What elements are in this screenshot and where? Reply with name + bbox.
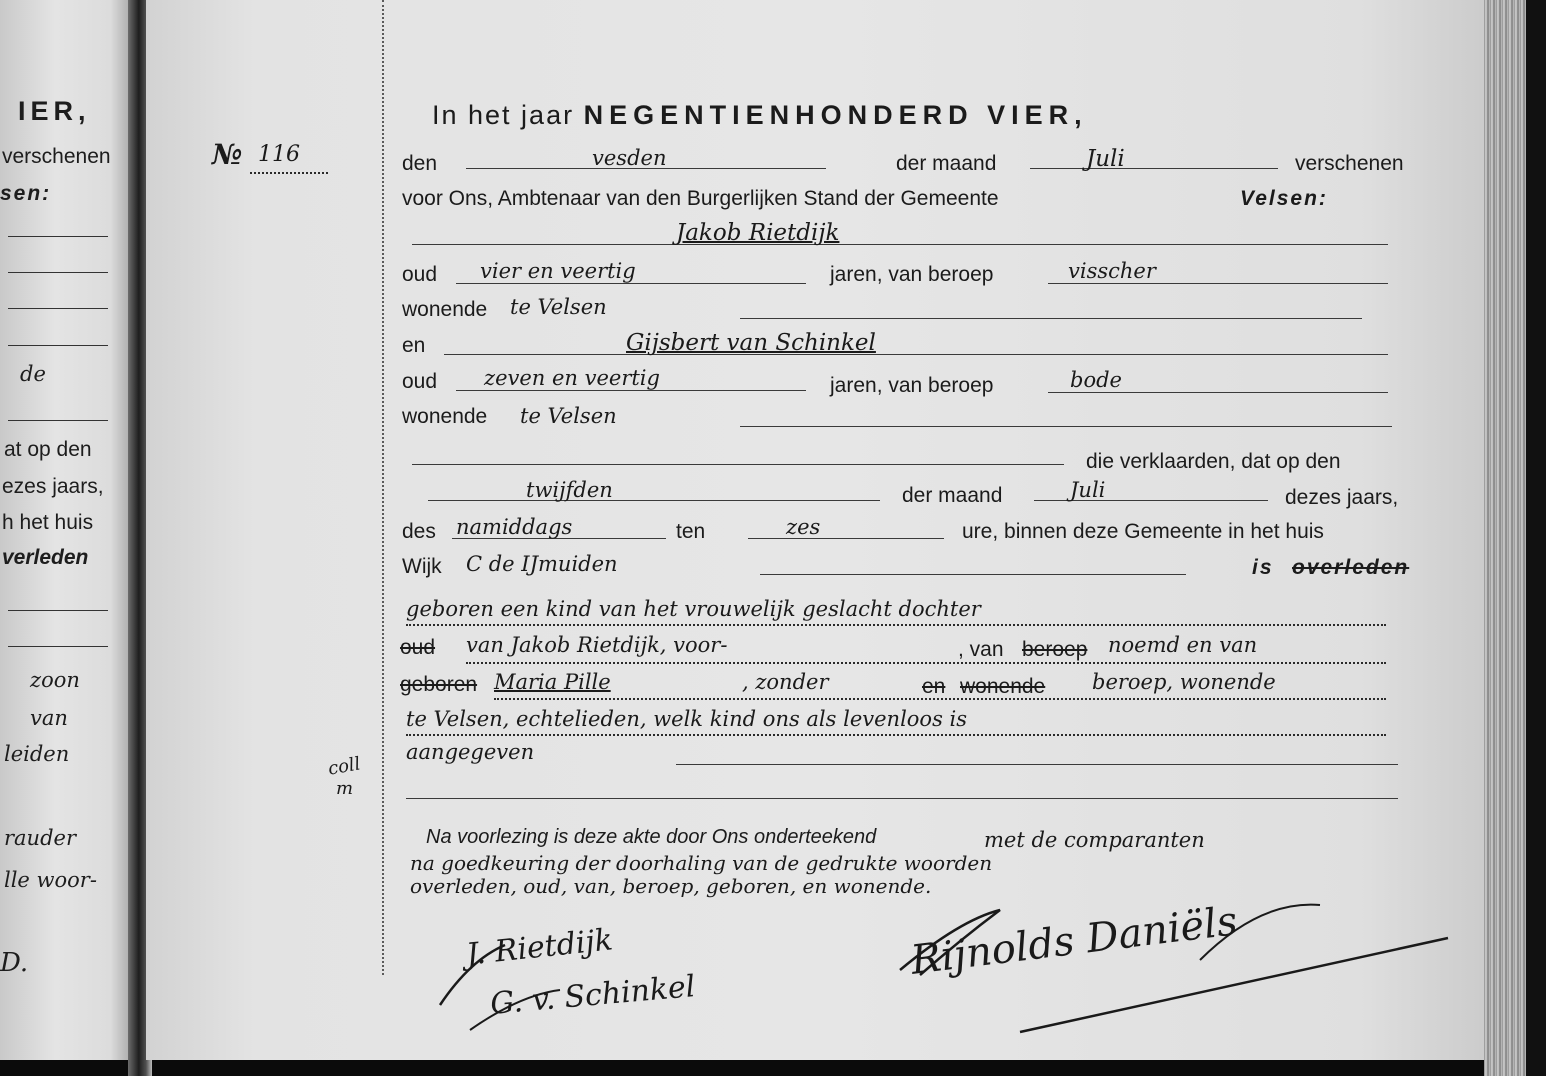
margin-note: m bbox=[336, 778, 354, 799]
left-page-line: zoon bbox=[30, 668, 80, 692]
heading-prefix: In het jaar bbox=[432, 100, 575, 130]
label-wijk: Wijk bbox=[402, 555, 442, 578]
witness2-age: zeven en veertig bbox=[484, 366, 660, 390]
body-en-struck: en bbox=[922, 675, 946, 698]
body-geboren-struck: geboren bbox=[400, 673, 478, 696]
left-page-line: rauder bbox=[4, 826, 76, 850]
month-of-declaration: Juli bbox=[1086, 146, 1125, 172]
witness2-residence: te Velsen bbox=[520, 404, 617, 428]
label-ten: ten bbox=[676, 520, 706, 543]
witness2-occupation: bode bbox=[1070, 368, 1122, 392]
label-oud: oud bbox=[402, 263, 438, 286]
left-page-line: sen: bbox=[0, 182, 52, 205]
left-page-line: de bbox=[20, 362, 46, 386]
label-den: den bbox=[402, 152, 438, 175]
label-wonende: wonende bbox=[402, 405, 488, 428]
label-voor-ons: voor Ons, Ambtenaar van den Burgerlijken Stand der Gemeente bbox=[402, 187, 999, 210]
label-verklaarden: die verklaarden, dat op den bbox=[1086, 450, 1341, 473]
body-line-2: van Jakob Rietdijk, voor- bbox=[466, 633, 728, 657]
municipality-name: Velsen: bbox=[1240, 187, 1328, 210]
address: C de IJmuiden bbox=[466, 552, 618, 576]
left-page-line: verleden bbox=[2, 546, 89, 569]
witness1-residence: te Velsen bbox=[510, 295, 607, 319]
body-van-label: , van bbox=[958, 638, 1004, 661]
left-page-line: IER, bbox=[18, 96, 91, 126]
margin-note: coll bbox=[326, 753, 363, 780]
signature-witness-2: G. v. Schinkel bbox=[488, 969, 697, 1022]
left-page-line: at op den bbox=[4, 438, 92, 461]
left-page-line: leiden bbox=[4, 742, 70, 766]
label-des: des bbox=[402, 520, 436, 543]
left-page-line: ezes jaars, bbox=[2, 475, 104, 498]
left-page-line: h het huis bbox=[2, 511, 94, 534]
act-number-value: 116 bbox=[258, 142, 300, 167]
witness2-name: Gijsbert van Schinkel bbox=[626, 330, 876, 356]
closing-hand-1: met de comparanten bbox=[984, 828, 1205, 852]
left-page-line: verschenen bbox=[2, 145, 111, 168]
label-dezes-jaars: dezes jaars, bbox=[1285, 486, 1399, 509]
body-wonende-struck: wonende bbox=[960, 675, 1046, 698]
closing-hand-2: na goedkeuring der doorhaling van de gedrukte woorden bbox=[410, 851, 993, 875]
closing-printed: Na voorlezing is deze akte door Ons onderteekend bbox=[426, 826, 877, 848]
mother-occupation: , zonder bbox=[742, 670, 829, 694]
time-of-day: namiddags bbox=[456, 515, 573, 539]
body-line-3-end: beroep, wonende bbox=[1092, 670, 1276, 694]
act-number-label: № bbox=[212, 138, 243, 171]
label-overleden-struck: overleden bbox=[1292, 556, 1410, 579]
left-page-line: van bbox=[30, 706, 68, 730]
day-of-death: twijfden bbox=[526, 478, 613, 502]
label-der-maand: der maand bbox=[896, 152, 997, 175]
label-wonende: wonende bbox=[402, 298, 488, 321]
heading-year: NEGENTIENHONDERD VIER, bbox=[583, 100, 1088, 130]
label-verschenen: verschenen bbox=[1295, 152, 1404, 175]
label-is: is bbox=[1252, 556, 1274, 579]
left-page-line: lle woor- bbox=[4, 868, 97, 892]
day-of-declaration: vesden bbox=[592, 146, 667, 170]
body-beroep-struck: beroep bbox=[1022, 638, 1088, 661]
label-der-maand: der maand bbox=[902, 484, 1003, 507]
body-line-4: te Velsen, echtelieden, welk kind ons als levenloos is bbox=[406, 707, 968, 731]
body-line-5: aangegeven bbox=[406, 740, 535, 764]
witness1-occupation: visscher bbox=[1068, 259, 1156, 283]
label-jaren-beroep: jaren, van beroep bbox=[830, 374, 994, 397]
left-page-line: D. bbox=[0, 948, 29, 978]
body-line-1: geboren een kind van het vrouwelijk geslacht dochter bbox=[406, 597, 981, 621]
witness1-age: vier en veertig bbox=[480, 259, 636, 283]
label-ure-gemeente: ure, binnen deze Gemeente in het huis bbox=[962, 520, 1324, 543]
witness1-name: Jakob Rietdijk bbox=[676, 220, 840, 246]
label-oud: oud bbox=[402, 370, 438, 393]
signature-witness-1: J. Rietdijk bbox=[464, 922, 615, 973]
closing-hand-3: overleden, oud, van, beroep, geboren, en wonende. bbox=[410, 874, 932, 898]
label-jaren-beroep: jaren, van beroep bbox=[830, 263, 994, 286]
hour-of-death: zes bbox=[786, 515, 821, 539]
label-en: en bbox=[402, 334, 426, 357]
signature-official: Rijnolds Daniëls bbox=[908, 898, 1240, 984]
body-line-2-end: noemd en van bbox=[1108, 633, 1258, 657]
mother-name: Maria Pille bbox=[494, 670, 611, 694]
month-of-death: Juli bbox=[1070, 478, 1106, 502]
body-oud-struck: oud bbox=[400, 636, 436, 659]
